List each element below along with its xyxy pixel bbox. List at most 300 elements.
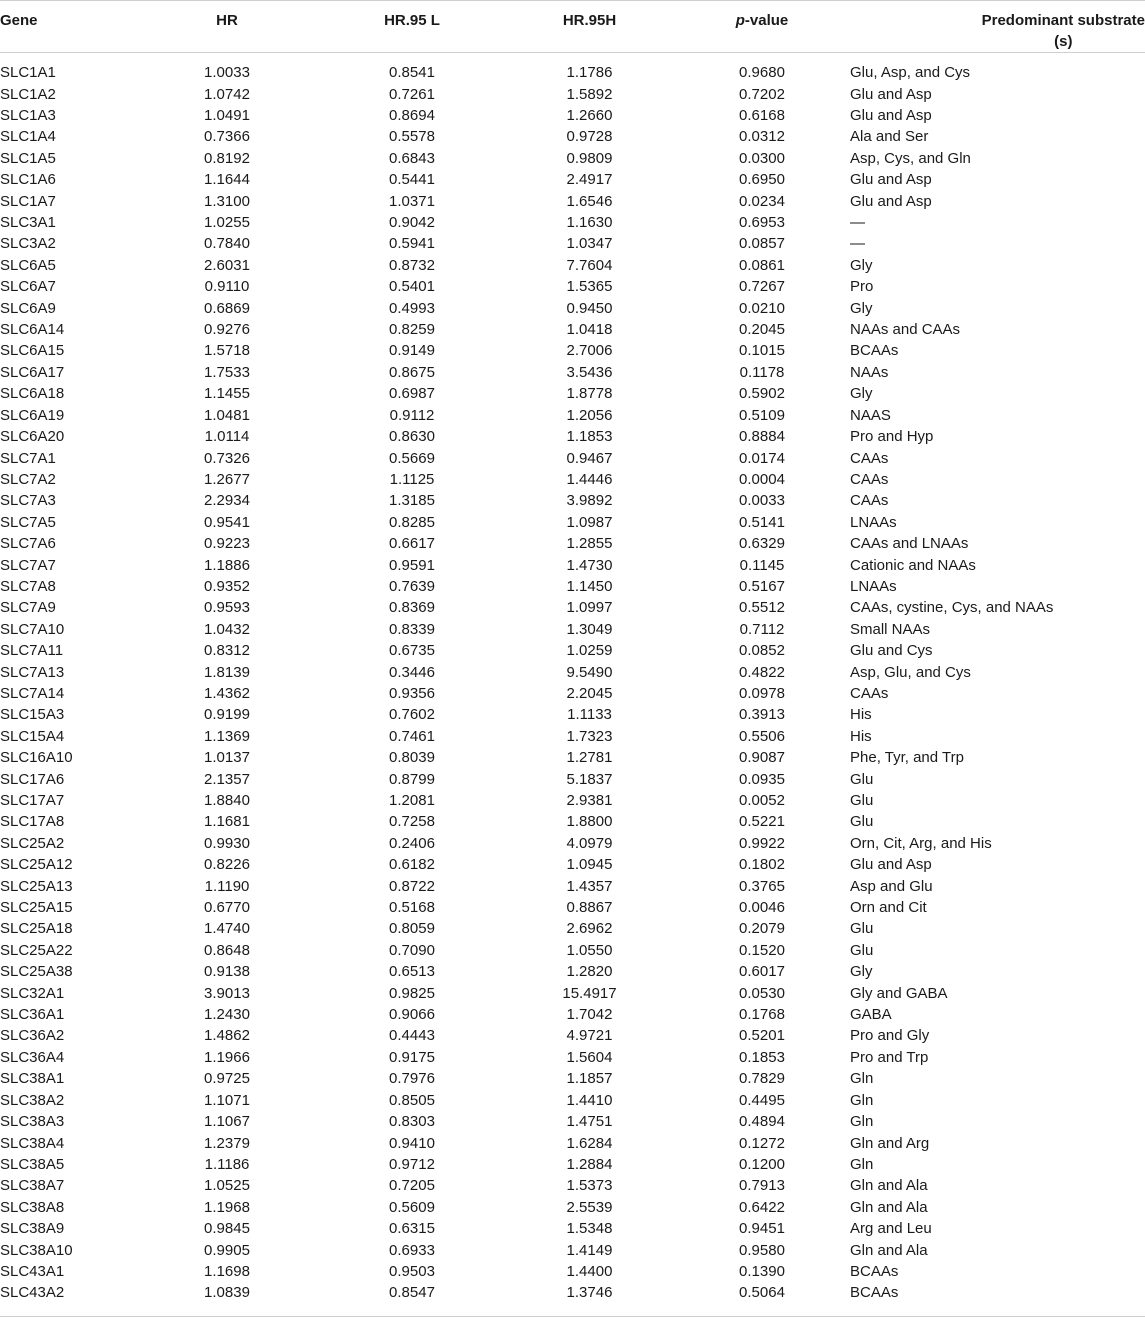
- hr95l-cell: 0.8339: [389, 620, 435, 638]
- hr-cell: 1.1966: [204, 1048, 250, 1066]
- p-value-cell: 0.0004: [739, 470, 785, 488]
- substrate-cell: Glu: [850, 792, 874, 810]
- hr-cell: 0.9223: [204, 535, 250, 553]
- hr95l-cell: 0.7976: [389, 1070, 435, 1088]
- substrate-cell: Asp and Glu: [850, 877, 933, 895]
- substrate-cell: NAAs: [850, 363, 889, 381]
- table-row: [0, 982, 1145, 1003]
- table-row: [0, 768, 1145, 789]
- table-row: [0, 726, 1145, 747]
- hr-cell: 1.1968: [204, 1198, 250, 1216]
- p-value-cell: 0.5201: [739, 1027, 785, 1045]
- hr95l-cell: 0.6315: [389, 1220, 435, 1238]
- hr-cell: 1.0137: [204, 749, 250, 767]
- substrate-cell: His: [850, 727, 872, 745]
- p-value-cell: 0.5141: [739, 513, 785, 531]
- hr95l-cell: 0.8799: [389, 770, 435, 788]
- table-row: [0, 683, 1145, 704]
- gene-cell: SLC17A8: [0, 813, 65, 831]
- p-value-cell: 0.6329: [739, 535, 785, 553]
- hr-cell: 3.9013: [204, 984, 250, 1002]
- hr-cell: 0.9138: [204, 963, 250, 981]
- hr95h-cell: 1.2781: [566, 749, 613, 767]
- p-value-cell: 0.0530: [739, 984, 785, 1002]
- hr95l-cell: 0.7602: [389, 706, 435, 724]
- table-row: [0, 1282, 1145, 1303]
- hr95l-cell: 0.9066: [389, 1006, 435, 1024]
- table-row: [0, 1175, 1145, 1196]
- hr-cell: 0.9725: [204, 1070, 250, 1088]
- substrate-cell: Orn, Cit, Arg, and His: [850, 834, 992, 852]
- hr95h-cell: 1.0550: [566, 941, 613, 959]
- gene-cell: SLC38A7: [0, 1177, 65, 1195]
- hr-cell: 1.1644: [204, 171, 250, 189]
- table-row: [0, 1154, 1145, 1175]
- hr95h-cell: 9.5490: [566, 663, 613, 681]
- hr95l-cell: 0.9591: [389, 556, 435, 574]
- substrate-cell: CAAs: [850, 470, 889, 488]
- p-value-cell: 0.6422: [739, 1198, 785, 1216]
- p-value-cell: 0.0935: [739, 770, 785, 788]
- hr-cell: 0.9352: [204, 577, 250, 595]
- hr95h-cell: 1.5604: [566, 1048, 613, 1066]
- hr-cell: 1.0525: [204, 1177, 250, 1195]
- hr-cell: 1.5718: [204, 342, 250, 360]
- substrate-cell: Glu and Asp: [850, 856, 932, 874]
- p-value-cell: 0.9922: [739, 834, 785, 852]
- hr-cell: 1.1455: [204, 385, 250, 403]
- hr95h-cell: 1.4730: [566, 556, 613, 574]
- p-value-cell: 0.5902: [739, 385, 785, 403]
- substrate-cell: NAAs and CAAs: [850, 321, 961, 339]
- hr95l-cell: 1.2081: [389, 792, 435, 810]
- hr95l-cell: 0.5578: [389, 128, 435, 146]
- hr-cell: 0.9110: [204, 278, 250, 296]
- hr95l-cell: 0.6987: [389, 385, 435, 403]
- hr95h-cell: 1.3049: [566, 620, 613, 638]
- substrate-cell: Ala and Ser: [850, 128, 929, 146]
- hr95l-cell: 0.9175: [389, 1048, 435, 1066]
- hr95l-cell: 0.8039: [389, 749, 435, 767]
- gene-cell: SLC6A5: [0, 256, 56, 274]
- p-value-cell: 0.1178: [739, 363, 785, 381]
- table-row: [0, 854, 1145, 875]
- hr95l-cell: 0.5669: [389, 449, 435, 467]
- hr95l-cell: 1.0371: [389, 192, 435, 210]
- hr-cell: 2.6031: [204, 256, 250, 274]
- gene-cell: SLC25A15: [0, 899, 73, 917]
- substrate-cell: Asp, Glu, and Cys: [850, 663, 971, 681]
- substrate-cell: Small NAAs: [850, 620, 931, 638]
- table-row: [0, 383, 1145, 404]
- substrate-cell: Gly: [850, 963, 873, 981]
- p-value-cell: 0.5221: [739, 813, 785, 831]
- substrate-cell: Gly: [850, 256, 873, 274]
- p-value-cell: 0.7267: [739, 278, 785, 296]
- table-row: [0, 83, 1145, 104]
- p-value-cell: 0.1853: [739, 1048, 785, 1066]
- hr-cell: 0.8648: [204, 941, 250, 959]
- p-value-cell: 0.6168: [739, 107, 785, 125]
- header-substrate-line1: Predominant substrate: [981, 12, 1145, 29]
- substrate-cell: Pro: [850, 278, 874, 296]
- hr-cell: 1.0481: [204, 406, 250, 424]
- p-value-cell: 0.9087: [739, 749, 785, 767]
- gene-cell: SLC7A14: [0, 684, 65, 702]
- gene-cell: SLC38A8: [0, 1198, 65, 1216]
- gene-cell: SLC16A10: [0, 749, 73, 767]
- table-row: [0, 597, 1145, 618]
- hr-cell: 1.3100: [204, 192, 250, 210]
- hr95l-cell: 0.5401: [389, 278, 435, 296]
- hr95l-cell: 0.5168: [389, 899, 435, 917]
- substrate-cell: BCAAs: [850, 1284, 899, 1302]
- gene-cell: SLC7A3: [0, 492, 56, 510]
- hr-cell: 0.6770: [204, 899, 250, 917]
- hr95h-cell: 1.4357: [566, 877, 613, 895]
- gene-cell: SLC25A22: [0, 941, 73, 959]
- hr-cell: 1.8139: [204, 663, 250, 681]
- hr95l-cell: 1.1125: [389, 470, 435, 488]
- table-row: [0, 918, 1145, 939]
- substrate-cell: Glu, Asp, and Cys: [850, 64, 971, 82]
- substrate-cell: Glu and Asp: [850, 192, 932, 210]
- substrate-cell: Arg and Leu: [850, 1220, 932, 1238]
- substrate-cell: Glu and Asp: [850, 171, 932, 189]
- hr95l-cell: 0.9356: [389, 684, 435, 702]
- hr-cell: 0.9199: [204, 706, 250, 724]
- hr95h-cell: 0.8867: [566, 899, 613, 917]
- table-row: [0, 447, 1145, 468]
- p-value-cell: 0.0046: [739, 899, 785, 917]
- hr95h-cell: 5.1837: [566, 770, 613, 788]
- header-hr95h: HR.95H: [502, 1, 677, 53]
- hr-cell: 1.0839: [204, 1284, 250, 1302]
- hr-cell: 0.7840: [204, 235, 250, 253]
- gene-cell: SLC3A1: [0, 214, 56, 232]
- hr95h-cell: 1.7323: [566, 727, 613, 745]
- gene-cell: SLC25A18: [0, 920, 73, 938]
- p-value-cell: 0.0861: [739, 256, 785, 274]
- substrate-cell: Glu and Cys: [850, 642, 933, 660]
- hr95h-cell: 1.6284: [566, 1134, 613, 1152]
- gene-cell: SLC32A1: [0, 984, 65, 1002]
- hr95l-cell: 0.6513: [389, 963, 435, 981]
- gene-cell: SLC1A3: [0, 107, 56, 125]
- hr95h-cell: 1.6546: [566, 192, 613, 210]
- hr95h-cell: 1.1133: [567, 706, 612, 724]
- hr-cell: 1.2379: [204, 1134, 250, 1152]
- gene-cell: SLC15A3: [0, 706, 65, 724]
- table-row: [0, 897, 1145, 918]
- spacer-cell: [0, 53, 1145, 63]
- hr95h-cell: 1.8778: [566, 385, 613, 403]
- p-value-cell: 0.0300: [739, 149, 785, 167]
- gene-cell: SLC17A6: [0, 770, 65, 788]
- hr-cell: 1.8840: [204, 792, 250, 810]
- substrate-cell: CAAs: [850, 492, 889, 510]
- hr-cell: 0.9276: [204, 321, 250, 339]
- table-row: [0, 469, 1145, 490]
- table-row: [0, 126, 1145, 147]
- substrate-cell: Gln: [850, 1155, 874, 1173]
- table-row: [0, 255, 1145, 276]
- hr-cell: 0.9593: [204, 599, 250, 617]
- hr95h-cell: 15.4917: [562, 984, 617, 1002]
- gene-cell: SLC25A13: [0, 877, 73, 895]
- table-row: [0, 62, 1145, 83]
- p-value-cell: 0.5512: [739, 599, 785, 617]
- table-row: [0, 619, 1145, 640]
- hr-cell: 1.1681: [204, 813, 250, 831]
- hr95l-cell: 0.7090: [389, 941, 435, 959]
- hr-cell: 1.7533: [204, 363, 250, 381]
- table-row: [0, 1239, 1145, 1260]
- table-row: [0, 340, 1145, 361]
- gene-cell: SLC43A2: [0, 1284, 65, 1302]
- table-body: [0, 53, 1145, 1304]
- hr-cell: 1.1698: [204, 1262, 250, 1280]
- hr95h-cell: 1.2884: [566, 1155, 613, 1173]
- substrate-cell: BCAAs: [850, 1262, 899, 1280]
- hr-cell: 1.1190: [204, 877, 250, 895]
- table-row: [0, 512, 1145, 533]
- hr95l-cell: 0.5609: [389, 1198, 435, 1216]
- table-row: [0, 790, 1145, 811]
- p-value-cell: 0.0052: [739, 792, 785, 810]
- table-row: [0, 169, 1145, 190]
- gene-cell: SLC1A7: [0, 192, 56, 210]
- substrate-cell: BCAAs: [850, 342, 899, 360]
- hr95l-cell: 0.8505: [389, 1091, 435, 1109]
- substrate-cell: Glu: [850, 920, 874, 938]
- gene-cell: SLC38A9: [0, 1220, 65, 1238]
- hr-cell: 0.9541: [204, 513, 250, 531]
- gene-cell: SLC25A12: [0, 856, 73, 874]
- hr95l-cell: 0.8675: [389, 363, 435, 381]
- gene-cell: SLC3A2: [0, 235, 56, 253]
- table-row: [0, 940, 1145, 961]
- hr95l-cell: 0.9825: [389, 984, 435, 1002]
- substrate-cell: CAAs: [850, 684, 889, 702]
- substrate-cell: Gln and Ala: [850, 1177, 928, 1195]
- p-value-cell: 0.1390: [739, 1262, 785, 1280]
- hr-cell: 2.2934: [204, 492, 250, 510]
- table-row: [0, 554, 1145, 575]
- gene-cell: SLC38A3: [0, 1113, 65, 1131]
- p-value-cell: 0.3913: [739, 706, 785, 724]
- substrate-cell: Gln and Ala: [850, 1241, 928, 1259]
- header-gene: Gene: [0, 1, 132, 53]
- hr95l-cell: 0.3446: [389, 663, 435, 681]
- table-row: [0, 661, 1145, 682]
- gene-cell: SLC1A1: [0, 64, 56, 82]
- hr-cell: 0.9905: [204, 1241, 250, 1259]
- p-value-cell: 0.2079: [739, 920, 785, 938]
- hr95l-cell: 0.5941: [389, 235, 435, 253]
- hr95l-cell: 1.3185: [389, 492, 435, 510]
- substrate-cell: Asp, Cys, and Gln: [850, 149, 971, 167]
- hr-cell: 1.0432: [204, 620, 250, 638]
- table-row: [0, 1218, 1145, 1239]
- header-p-value: [677, 1, 847, 53]
- table-row: [0, 533, 1145, 554]
- gene-cell: SLC6A9: [0, 299, 56, 317]
- p-value-cell: 0.9451: [739, 1220, 785, 1238]
- table-row: [0, 1197, 1145, 1218]
- gene-cell: SLC6A15: [0, 342, 65, 360]
- substrate-cell: Gln: [850, 1070, 874, 1088]
- substrate-cell: LNAAs: [850, 577, 897, 595]
- table-row: [0, 576, 1145, 597]
- hr95h-cell: 0.9467: [566, 449, 613, 467]
- table-row: [0, 362, 1145, 383]
- hr95l-cell: 0.6735: [389, 642, 435, 660]
- p-value-cell: 0.0978: [739, 684, 785, 702]
- substrate-cell: GABA: [850, 1006, 892, 1024]
- substrate-cell: NAAS: [850, 406, 891, 424]
- hr95h-cell: 3.9892: [566, 492, 613, 510]
- gene-cell: SLC1A5: [0, 149, 56, 167]
- gene-cell: SLC6A17: [0, 363, 65, 381]
- hr95h-cell: 1.5892: [566, 85, 613, 103]
- gene-cell: SLC38A5: [0, 1155, 65, 1173]
- p-value-cell: 0.9680: [739, 64, 785, 82]
- substrate-cell: Glu: [850, 770, 874, 788]
- gene-cell: SLC6A19: [0, 406, 65, 424]
- p-value-cell: 0.4894: [739, 1113, 785, 1131]
- hr-cell: 1.4362: [204, 684, 250, 702]
- gene-cell: SLC36A1: [0, 1006, 65, 1024]
- p-value-cell: 0.1768: [739, 1006, 785, 1024]
- gene-cell: SLC36A4: [0, 1048, 65, 1066]
- bottom-rule: [0, 1316, 1145, 1317]
- hr95h-cell: 1.1853: [566, 428, 613, 446]
- hr95h-cell: 1.2820: [566, 963, 613, 981]
- hr-cell: 1.1067: [204, 1113, 250, 1131]
- hr95l-cell: 0.7205: [389, 1177, 435, 1195]
- hr95l-cell: 0.5441: [389, 171, 435, 189]
- p-value-cell: 0.2045: [739, 321, 785, 339]
- hr-cell: 1.1186: [204, 1155, 250, 1173]
- gene-cell: SLC36A2: [0, 1027, 65, 1045]
- hr95h-cell: 1.0418: [566, 321, 613, 339]
- substrate-cell: Gly: [850, 385, 873, 403]
- hr95l-cell: 0.6182: [389, 856, 435, 874]
- hr95h-cell: 3.5436: [566, 363, 613, 381]
- p-value-cell: 0.3765: [739, 877, 785, 895]
- hr-cell: 1.1886: [204, 556, 250, 574]
- p-value-cell: 0.5167: [739, 577, 785, 595]
- table-row: [0, 1025, 1145, 1046]
- gene-cell: SLC7A6: [0, 535, 56, 553]
- p-value-cell: 0.5506: [739, 727, 785, 745]
- hr95h-cell: 0.9728: [566, 128, 613, 146]
- hr95h-cell: 1.3746: [566, 1284, 613, 1302]
- table-row: [0, 426, 1145, 447]
- hr95h-cell: 1.1857: [566, 1070, 613, 1088]
- gene-cell: SLC25A2: [0, 834, 65, 852]
- hr-cell: 2.1357: [204, 770, 250, 788]
- table-row: [0, 704, 1145, 725]
- hr95l-cell: 0.6843: [389, 149, 435, 167]
- hr95h-cell: 1.0997: [566, 599, 613, 617]
- hr95h-cell: 2.4917: [566, 171, 613, 189]
- hr95h-cell: 1.5373: [566, 1177, 613, 1195]
- hr95h-cell: 1.4149: [566, 1241, 613, 1259]
- p-value-cell: 0.6950: [739, 171, 785, 189]
- header-substrate-line2: (s): [1054, 33, 1073, 50]
- hr95l-cell: 0.8285: [389, 513, 435, 531]
- p-value-cell: 0.0312: [739, 128, 785, 146]
- substrate-cell: Pro and Hyp: [850, 428, 934, 446]
- table-row: [0, 190, 1145, 211]
- hr-cell: 1.2677: [204, 470, 250, 488]
- header-substrate: [847, 1, 1145, 53]
- table-row: [0, 961, 1145, 982]
- p-value-cell: 0.1802: [739, 856, 785, 874]
- hr95l-cell: 0.7639: [389, 577, 435, 595]
- substrate-cell: Orn and Cit: [850, 899, 927, 917]
- table-row: [0, 276, 1145, 297]
- substrate-cell: —: [850, 214, 865, 232]
- hr95l-cell: 0.6617: [389, 535, 435, 553]
- p-value-cell: 0.5064: [739, 1284, 785, 1302]
- hr-cell: 1.4862: [204, 1027, 250, 1045]
- hr95l-cell: 0.8630: [389, 428, 435, 446]
- substrate-cell: His: [850, 706, 872, 724]
- hr95l-cell: 0.2406: [389, 834, 435, 852]
- substrate-cell: Pro and Trp: [850, 1048, 929, 1066]
- p-value-cell: 0.4822: [739, 663, 785, 681]
- substrate-cell: LNAAs: [850, 513, 897, 531]
- hr95h-cell: 1.1630: [566, 214, 613, 232]
- p-value-cell: 0.0174: [739, 449, 785, 467]
- hr95h-cell: 1.1786: [566, 64, 613, 82]
- header-substrate-label: [982, 10, 1145, 52]
- gene-cell: SLC7A7: [0, 556, 56, 574]
- table-row: [0, 1004, 1145, 1025]
- hr95l-cell: 0.9112: [389, 406, 435, 424]
- gene-cell: SLC1A6: [0, 171, 56, 189]
- hr95l-cell: 0.9042: [389, 214, 435, 232]
- hr-cell: 1.1071: [204, 1091, 250, 1109]
- p-value-cell: 0.0234: [739, 192, 785, 210]
- hr-cell: 1.0114: [204, 428, 250, 446]
- gene-cell: SLC7A11: [0, 642, 64, 660]
- substrate-cell: Gln: [850, 1091, 874, 1109]
- header-p-italic: p: [735, 12, 745, 29]
- p-value-cell: 0.1272: [739, 1134, 785, 1152]
- p-value-cell: 0.6017: [739, 963, 785, 981]
- hr95h-cell: 4.9721: [566, 1027, 613, 1045]
- p-value-cell: 0.9580: [739, 1241, 785, 1259]
- table-row: [0, 1068, 1145, 1089]
- hr95h-cell: 1.4446: [566, 470, 613, 488]
- hr95l-cell: 0.6933: [389, 1241, 435, 1259]
- hr-cell: 0.8192: [204, 149, 250, 167]
- gene-cell: SLC6A7: [0, 278, 56, 296]
- hr-cell: 0.9930: [204, 834, 250, 852]
- table-row: [0, 405, 1145, 426]
- table-row: [0, 747, 1145, 768]
- table-row: [0, 875, 1145, 896]
- hr95l-cell: 0.8694: [389, 107, 435, 125]
- p-value-cell: 0.7829: [739, 1070, 785, 1088]
- hr-cell: 1.2430: [204, 1006, 250, 1024]
- hr95l-cell: 0.9149: [389, 342, 435, 360]
- gene-cell: SLC7A10: [0, 620, 65, 638]
